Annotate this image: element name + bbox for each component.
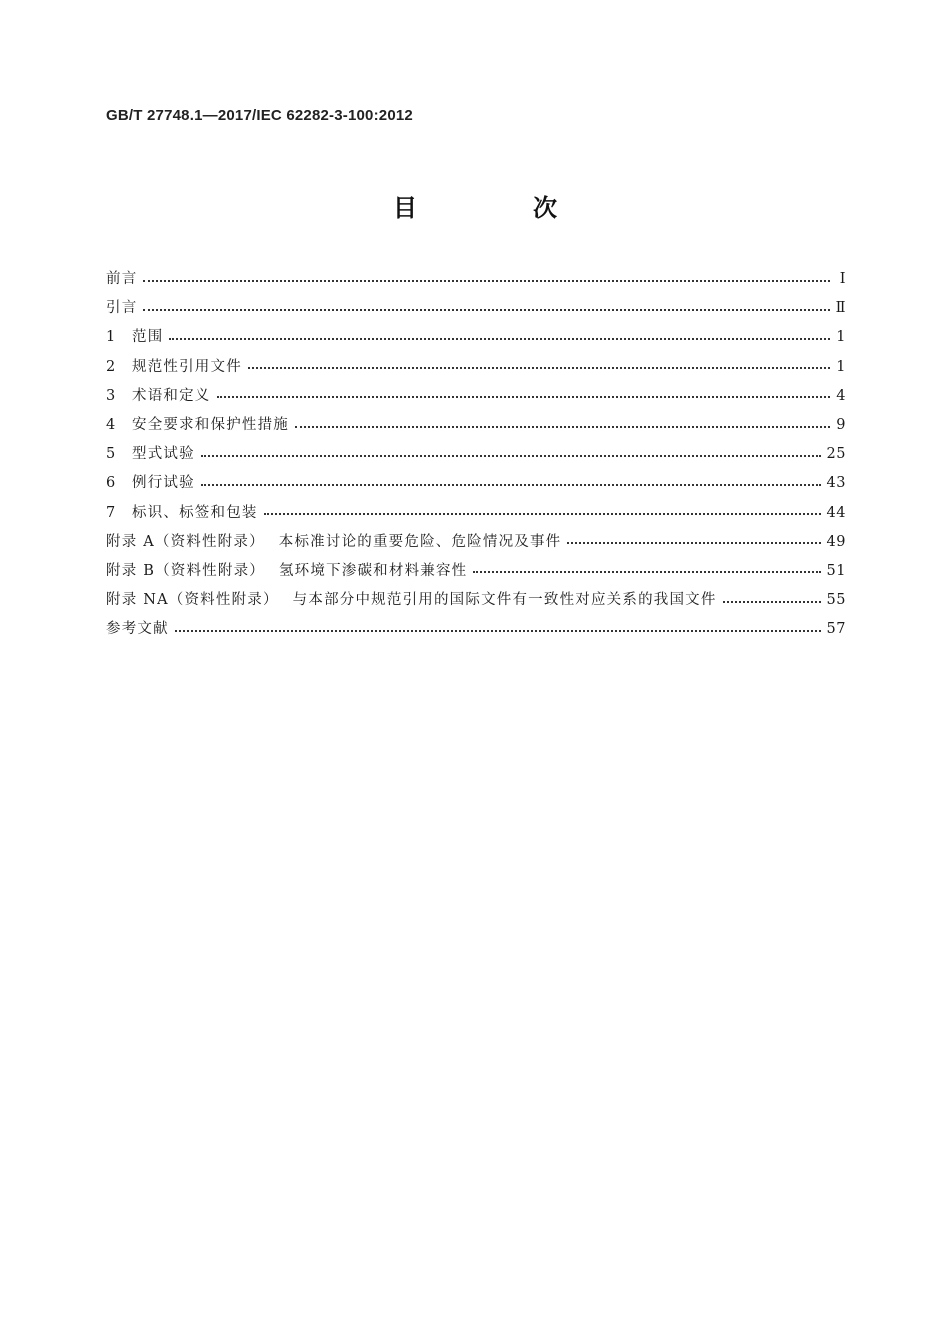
toc-entry-label: 前言	[106, 271, 138, 287]
toc-entry-label	[106, 528, 561, 557]
toc-entry-terms-definitions[interactable]	[106, 382, 846, 411]
toc-entry-label: 标识、标签和包装	[132, 504, 258, 521]
dot-leader	[473, 564, 820, 578]
toc-page-number: 25	[826, 446, 846, 463]
toc-page-number: 4	[836, 387, 846, 404]
toc-page-number: 1	[836, 329, 846, 346]
dot-leader	[723, 594, 821, 608]
toc-entry-bibliography[interactable]	[106, 615, 846, 644]
toc-entry-label: 型式试验	[132, 446, 195, 463]
dot-leader	[248, 360, 830, 374]
toc-page-number: Ⅰ	[839, 271, 846, 287]
toc-page-number: 49	[826, 533, 846, 550]
toc-page-number: 51	[826, 562, 846, 579]
dot-leader	[201, 448, 821, 462]
annex-title: 本标准讨论的重要危险、危险情况及事件	[278, 533, 562, 550]
toc-entry-label: 规范性引用文件	[132, 358, 242, 375]
toc-title: 目 次	[393, 194, 603, 222]
toc-entry-annex-b[interactable]	[106, 557, 846, 586]
toc-page-number: Ⅱ	[835, 300, 846, 317]
toc-entry-annex-na[interactable]	[106, 586, 846, 615]
toc-entry-label: 例行试验	[132, 475, 195, 492]
toc-entry-label: 引言	[106, 300, 138, 317]
toc-entry-label	[106, 557, 467, 586]
annex-designation: 附录 B（资料性附录）	[106, 562, 265, 579]
dot-leader	[175, 623, 821, 637]
toc-section-number: 6	[106, 475, 117, 492]
dot-leader	[169, 331, 830, 345]
toc-section-number: 3	[106, 387, 117, 404]
toc-section-number: 1	[106, 329, 117, 346]
toc-entry-label: 参考文献	[106, 621, 169, 638]
toc-page-number: 55	[826, 592, 846, 609]
toc-page-number: 44	[826, 504, 846, 521]
toc-entry-marking-labelling[interactable]	[106, 499, 846, 528]
dot-leader	[143, 302, 829, 316]
toc-entry-foreword[interactable]	[106, 265, 846, 294]
toc-entry-label: 术语和定义	[132, 387, 211, 404]
toc-section-number: 5	[106, 446, 117, 463]
toc-section-number: 2	[106, 358, 117, 375]
dot-leader	[143, 273, 830, 287]
toc-page-number: 43	[826, 475, 846, 492]
toc-section-number: 4	[106, 416, 117, 433]
dot-leader	[264, 506, 821, 520]
toc-section-number: 7	[106, 504, 117, 521]
toc-entry-introduction[interactable]	[106, 294, 846, 323]
table-of-contents	[106, 265, 846, 644]
toc-entry-safety-requirements[interactable]	[106, 411, 846, 440]
toc-entry-routine-tests[interactable]	[106, 469, 846, 498]
toc-page-number: 57	[826, 621, 846, 638]
toc-entry-label: 安全要求和保护性措施	[132, 416, 289, 433]
dot-leader	[201, 477, 821, 491]
annex-designation: 附录 NA（资料性附录）	[106, 592, 279, 609]
toc-entry-annex-a[interactable]	[106, 528, 846, 557]
toc-page-number: 1	[836, 358, 846, 375]
toc-page-number: 9	[836, 416, 846, 433]
annex-designation: 附录 A（资料性附录）	[106, 533, 265, 550]
annex-title: 与本部分中规范引用的国际文件有一致性对应关系的我国文件	[292, 592, 717, 609]
toc-entry-label	[106, 586, 717, 615]
standard-number-header: GB/T 27748.1—2017/IEC 62282-3-100:2012	[106, 107, 413, 124]
dot-leader	[567, 535, 820, 549]
toc-entry-normative-references[interactable]	[106, 353, 846, 382]
annex-title: 氢环境下渗碳和材料兼容性	[278, 562, 468, 579]
toc-entry-scope[interactable]	[106, 323, 846, 352]
dot-leader	[295, 419, 830, 433]
toc-entry-label: 范围	[132, 329, 164, 346]
dot-leader	[217, 389, 831, 403]
toc-entry-type-tests[interactable]	[106, 440, 846, 469]
